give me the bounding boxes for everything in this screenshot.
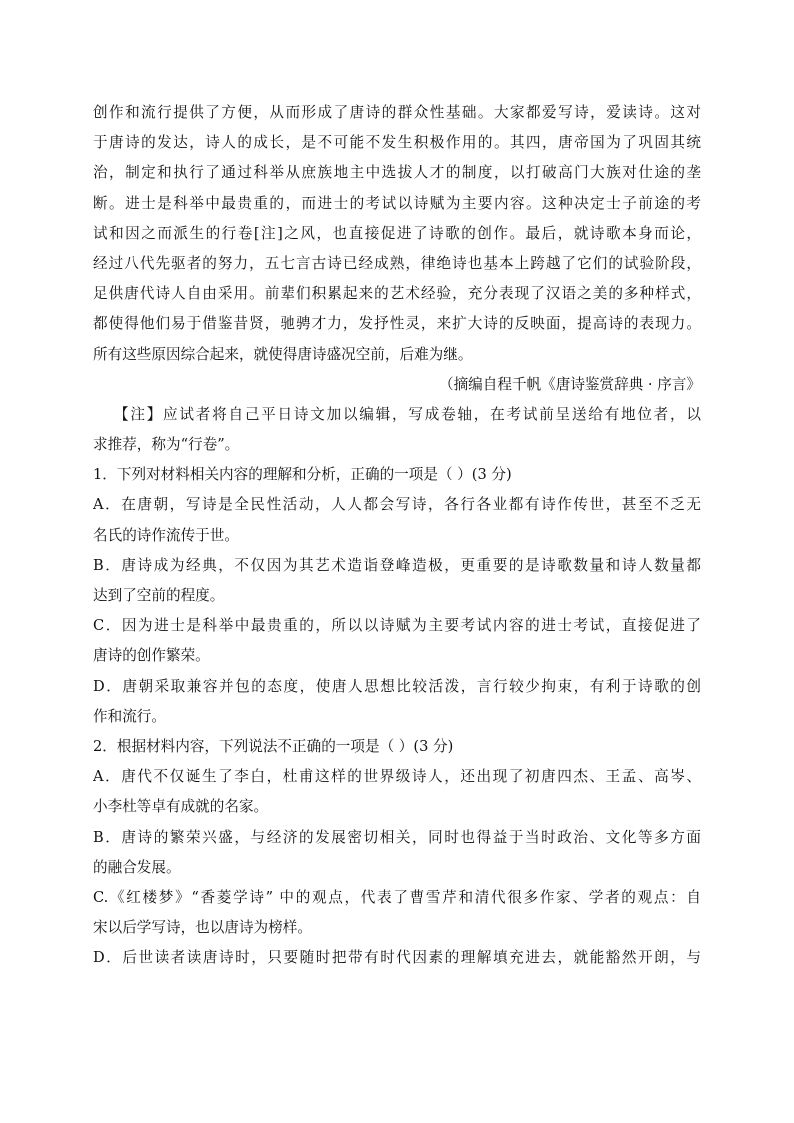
option-c bbox=[93, 883, 701, 943]
option-a bbox=[93, 762, 701, 822]
option-line: A．唐代不仅诞生了李白，杜甫这样的世界级诗人，还出现了初唐四杰、王孟、高岑、 bbox=[93, 768, 701, 786]
option-line: D．唐朝采取兼容并包的态度，使唐人思想比较活泼，言行较少拘束，有利于诗歌的创 bbox=[93, 677, 701, 695]
passage-line: 治，制定和执行了通过科举从庶族地主中选拔人才的制度，以打破高门大族对仕途的垄 bbox=[93, 164, 701, 182]
passage-line: 试和因之而派生的行卷[注]之风，也直接促进了诗歌的创作。最后，就诗歌本身而论， bbox=[93, 224, 701, 242]
passage-line: 断。进士是科举中最贵重的，而进士的考试以诗赋为主要内容。这种决定士子前途的考 bbox=[93, 194, 701, 212]
document-page bbox=[93, 98, 701, 973]
option-d bbox=[93, 672, 701, 732]
passage-line: 足供唐代诗人自由采用。前辈们积累起来的艺术经验，充分表现了汉语之美的多种样式， bbox=[93, 285, 701, 303]
option-line: 达到了空前的程度。 bbox=[93, 587, 225, 604]
option-d bbox=[93, 943, 701, 973]
question-stem: 2．根据材料内容，下列说法不正确的一项是（ ）(3 分) bbox=[93, 737, 454, 755]
option-line: C.《红楼梦》“香菱学诗” 中的观点，代表了曹雪芹和清代很多作家、学者的观点：自 bbox=[93, 888, 701, 906]
passage-line: 都使得他们易于借鉴昔贤，驰骋才力，发抒性灵，来扩大诗的反映面，提高诗的表现力。 bbox=[93, 315, 701, 333]
option-line: 唐诗的创作繁荣。 bbox=[93, 647, 210, 665]
question-1 bbox=[93, 460, 701, 732]
note-line: 【注】应试者将自己平日诗文加以编辑，写成卷轴，在考试前呈送给有地位者，以 bbox=[114, 405, 701, 423]
option-line: D．后世读者读唐诗时，只要随时把带有时代因素的理解填充进去，就能豁然开朗，与 bbox=[93, 949, 701, 967]
option-line: A．在唐朝，写诗是全民性活动，人人都会写诗，各行各业都有诗作传世，甚至不乏无 bbox=[93, 496, 701, 514]
passage-line: 于唐诗的发达，诗人的成长，是不可能不发生积极作用的。其四，唐帝国为了巩固其统 bbox=[93, 134, 701, 152]
option-line: 宋以后学写诗，也以唐诗为榜样。 bbox=[93, 919, 312, 937]
question-2 bbox=[93, 732, 701, 974]
source-citation: （摘编自程千帆《唐诗鉴赏辞典 · 序言》 bbox=[438, 375, 701, 393]
option-c bbox=[93, 611, 701, 671]
option-line: 名氏的诗作流传于世。 bbox=[93, 526, 239, 544]
option-line: 作和流行。 bbox=[93, 707, 166, 725]
passage-line: 所有这些原因综合起来，就使得唐诗盛况空前，后难为继。 bbox=[93, 345, 473, 363]
passage-paragraph bbox=[93, 98, 701, 370]
passage-line: 经过八代先驱者的努力，五七言古诗已经成熟，律绝诗也基本上跨越了它们的试验阶段， bbox=[93, 254, 701, 272]
passage-line: 创作和流行提供了方便，从而形成了唐诗的群众性基础。大家都爱写诗，爱读诗。这对 bbox=[93, 104, 701, 121]
option-b bbox=[93, 823, 701, 883]
note-line: 求推荐，称为“行卷”。 bbox=[93, 436, 240, 454]
option-line: 小李杜等卓有成就的名家。 bbox=[93, 798, 269, 816]
option-a bbox=[93, 490, 701, 550]
question-stem: 1．下列对材料相关内容的理解和分析，正确的一项是（ ）(3 分) bbox=[93, 466, 512, 484]
option-b bbox=[93, 551, 701, 611]
option-line: C．因为进士是科举中最贵重的，所以以诗赋为主要考试内容的进士考试，直接促进了 bbox=[93, 617, 701, 635]
annotation-note bbox=[93, 400, 701, 460]
option-line: B．唐诗的繁荣兴盛，与经济的发展密切相关，同时也得益于当时政治、文化等多方面 bbox=[93, 828, 701, 846]
option-line: B．唐诗成为经典，不仅因为其艺术造诣登峰造极，更重要的是诗歌数量和诗人数量都 bbox=[93, 556, 701, 574]
option-line: 的融合发展。 bbox=[93, 858, 181, 876]
